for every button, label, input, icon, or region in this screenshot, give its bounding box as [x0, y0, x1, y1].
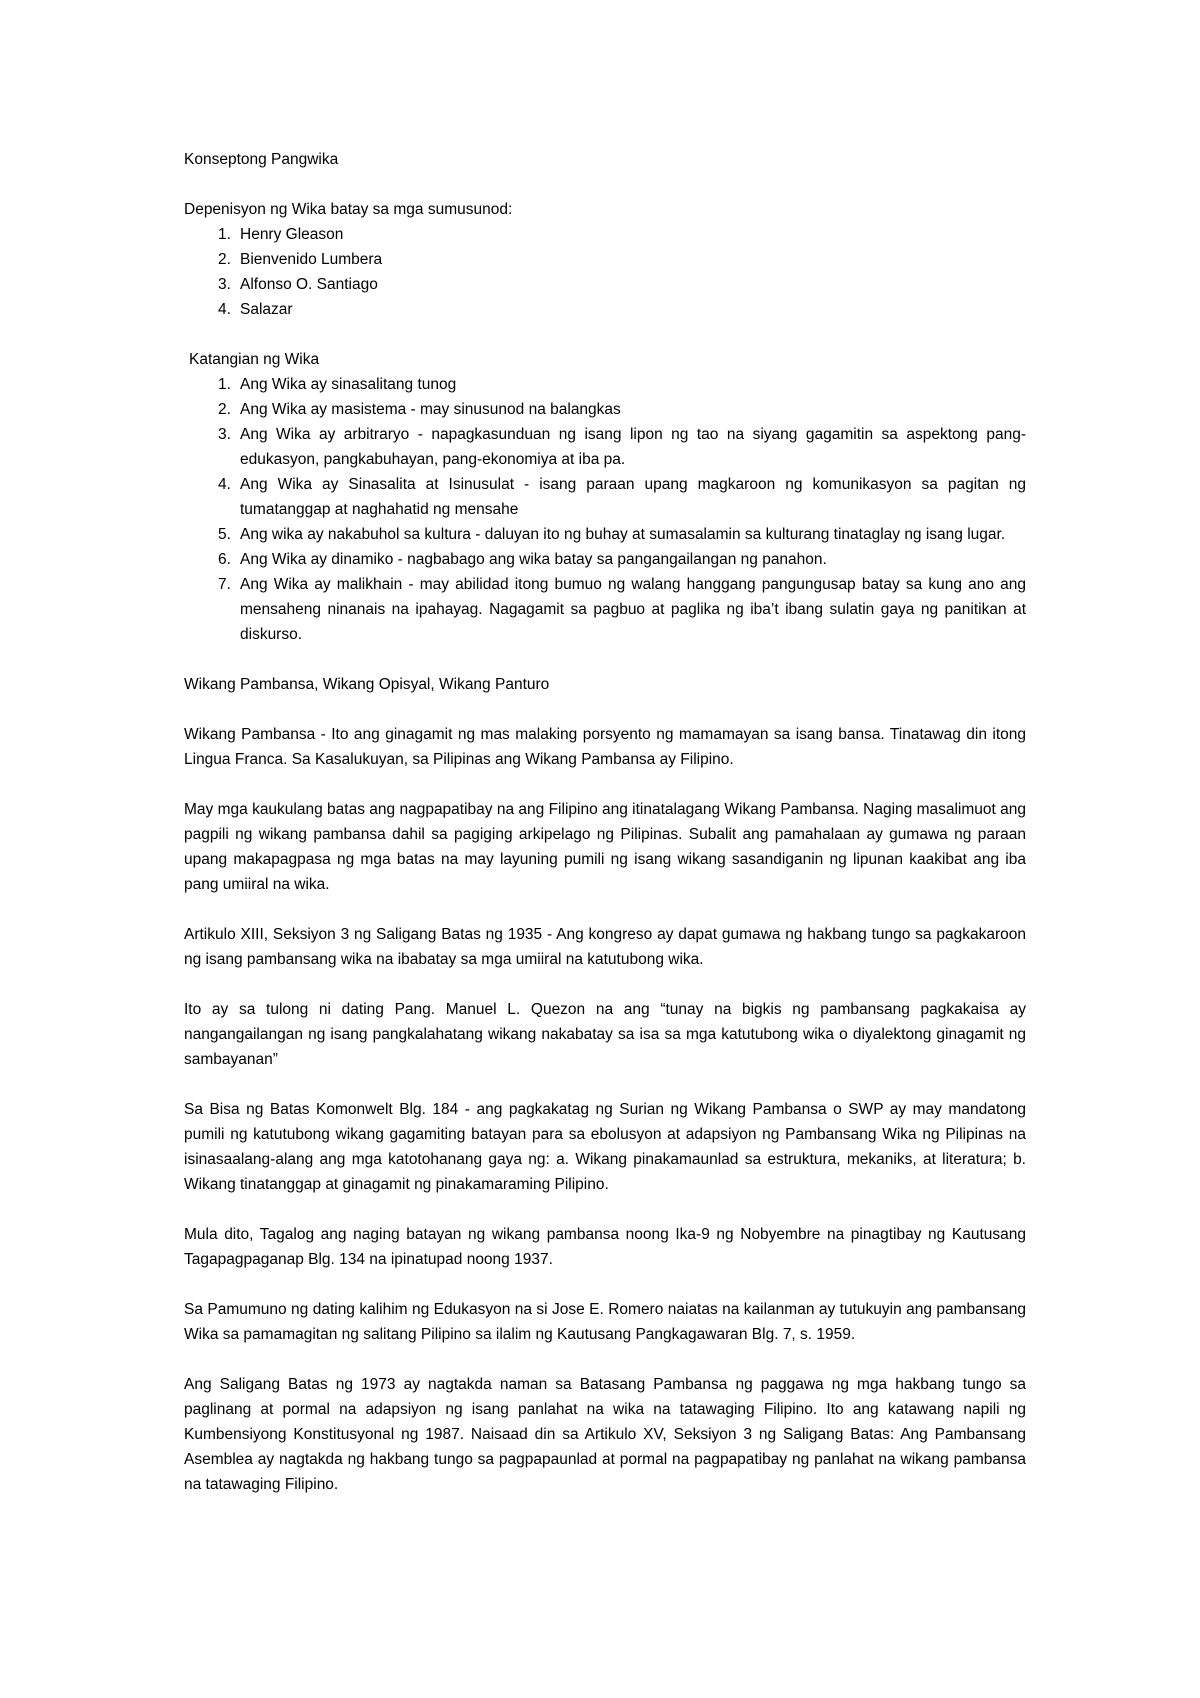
definitions-list [184, 222, 1026, 322]
paragraph: Sa Pamumuno ng dating kalihim ng Edukasyon na si Jose E. Romero naiatas na kailanman ay tutukuyin ang pambansang Wika sa pamamagitan ng salitang Pilipino sa ilalim ng Kautusang Pangkagawaran Blg. 7, s. 1959. [184, 1301, 1026, 1343]
list-item: 5. Ang wika ay nakabuhol sa kultura - daluyan ito ng buhay at sumasalamin sa kulturang tinataglay ng isang lugar. [218, 526, 1006, 543]
section-heading: Wikang Pambansa, Wikang Opisyal, Wikang Panturo [184, 676, 550, 693]
list-item: 7. Ang Wika ay malikhain - may abilidad itong bumuo ng walang hanggang pangungusap batay sa kung ano ang mensaheng ninanais na ipahayag. Nagagamit sa pagbuo at paglika ng iba’t ibang sulatin gaya ng panitikan at diskurso. [218, 576, 1026, 643]
paragraph: May mga kaukulang batas ang nagpapatibay na ang Filipino ang itinatalagang Wikang Pambansa. Naging masalimuot ang pagpili ng wikang pambansa dahil sa pagiging arkipelago ng Pilipinas. Subalit ang pamahalaan ay gumawa ng paraan upang makapagpasa ng mga batas na may layuning pumili ng isang wikang sasandiganin ng lipunan kaakibat ang iba pang umiiral na wika. [184, 801, 1026, 893]
paragraph: Mula dito, Tagalog ang naging batayan ng wikang pambansa noong Ika-9 ng Nobyembre na pinagtibay ng Kautusang Tagapagpaganap Blg. 134 na ipinatupad noong 1937. [184, 1226, 1026, 1268]
list-item: 1. Ang Wika ay sinasalitang tunog [218, 376, 457, 393]
list-item: 4. Ang Wika ay Sinasalita at Isinusulat - isang paraan upang magkaroon ng komunikasyon sa pagitan ng tumatanggap at naghahatid ng mensahe [218, 476, 1026, 518]
paragraph: Wikang Pambansa - Ito ang ginagamit ng mas malaking porsyento ng mamamayan sa isang bansa. Tinatawag din itong Lingua Franca. Sa Kasalukuyan, sa Pilipinas ang Wikang Pambansa ay Filipino. [184, 726, 1026, 768]
list-item: 2. Ang Wika ay masistema - may sinusunod na balangkas [218, 401, 621, 418]
list-item: 3. Ang Wika ay arbitraryo - napagkasunduan ng isang lipon ng tao na siyang gagamitin sa aspektong pang-edukasyon, pangkabuhayan, pang-ekonomiya at iba pa. [218, 426, 1026, 468]
definitions-heading: Depenisyon ng Wika batay sa mga sumusunod: [184, 201, 513, 218]
document-content [184, 147, 1026, 1497]
paragraph: Sa Bisa ng Batas Komonwelt Blg. 184 - ang pagkakatag ng Surian ng Wikang Pambansa o SWP ay may mandatong pumili ng katutubong wikang gagamiting batayan para sa ebolusyon at adapsiyon ng Pambansang Wika ng Pilipinas na isinasaalang-alang ang mga katotohanang gaya ng: a. Wikang pinakamaunlad sa estruktura, mekaniks, at literatura; b. Wikang tinatanggap at ginagamit ng pinakamaraming Pilipino. [184, 1101, 1026, 1193]
characteristics-list [184, 372, 1026, 647]
characteristics-heading: Katangian ng Wika [189, 351, 320, 368]
paragraph: Ang Saligang Batas ng 1973 ay nagtakda naman sa Batasang Pambansa ng paggawa ng mga hakbang tungo sa paglinang at pormal na adapsiyon ng isang panlahat na wika na tatawaging Filipino. Ito ang katawang napili ng Kumbensiyong Konstitusyonal ng 1987. Naisaad din sa Artikulo XV, Seksiyon 3 ng Saligang Batas: Ang Pambansang Asemblea ay nagtakda ng hakbang tungo sa pagpapaunlad at pormal na pagpapatibay ng panlahat na wikang pambansa na tatawaging Filipino. [184, 1376, 1026, 1493]
paragraph: Artikulo XIII, Seksiyon 3 ng Saligang Batas ng 1935 - Ang kongreso ay dapat gumawa ng hakbang tungo sa pagkakaroon ng isang pambansang wika na ibabatay sa mga umiiral na katutubong wika. [184, 926, 1026, 968]
paragraph: Ito ay sa tulong ni dating Pang. Manuel L. Quezon na ang “tunay na bigkis ng pambansang pagkakaisa ay nangangailangan ng isang pangkalahatang wikang nakabatay sa isa sa mga katutubong wika o diyalektong ginagamit ng sambayanan” [184, 1001, 1026, 1068]
list-item: 1. Henry Gleason [218, 226, 344, 243]
document-title: Konseptong Pangwika [184, 151, 339, 168]
list-item: 6. Ang Wika ay dinamiko - nagbabago ang wika batay sa pangangailangan ng panahon. [218, 551, 827, 568]
list-item: 2. Bienvenido Lumbera [218, 251, 383, 268]
list-item: 4. Salazar [218, 301, 293, 318]
list-item: 3. Alfonso O. Santiago [218, 276, 378, 293]
